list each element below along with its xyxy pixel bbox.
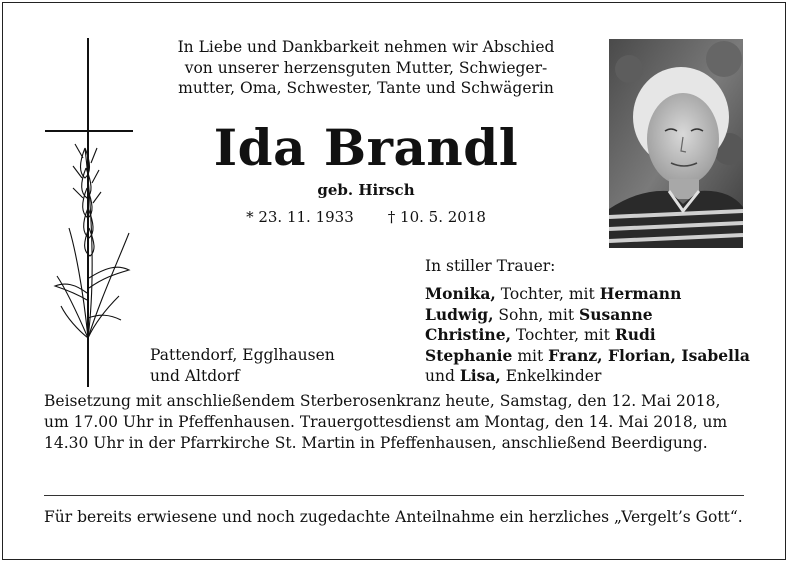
- birth-date: * 23. 11. 1933: [246, 208, 354, 226]
- funeral-line: Beisetzung mit anschließendem Sterberosenkranz heute, Samstag, den 12. Mai 2018,: [44, 392, 721, 410]
- mourner-line: [425, 325, 750, 346]
- mourner-name: Christine,: [425, 325, 511, 344]
- funeral-line: um 17.00 Uhr in Pfeffenhausen. Trauergottesdienst am Montag, den 14. Mai 2018, um: [44, 413, 728, 431]
- cross-with-wheat-icon: [45, 38, 140, 388]
- mourner-relation: Tochter, mit: [510, 326, 615, 344]
- mourner-name: Susanne: [579, 304, 653, 324]
- portrait-photo: [609, 39, 743, 248]
- mourner-line: [425, 305, 750, 326]
- maiden-name: geb. Hirsch: [317, 181, 415, 199]
- place-line: Pattendorf, Egglhausen: [150, 346, 335, 364]
- place-line: und Altdorf: [150, 366, 240, 385]
- mourner-name: Ludwig,: [425, 304, 494, 324]
- intro-line: mutter, Oma, Schwester, Tante und Schwägerin: [178, 79, 554, 97]
- deceased-name: Ida Brandl: [213, 118, 519, 177]
- mourner-relation: Tochter, mit: [495, 285, 600, 303]
- mourner-name: Rudi: [614, 325, 656, 344]
- mourner-line: [425, 284, 750, 305]
- mourner-name: Hermann: [599, 284, 682, 303]
- mourner-relation: mit: [512, 346, 549, 365]
- mourner-line: [425, 346, 750, 367]
- thanks-text: Für bereits erwiesene und noch zugedachte Anteilnahme ein herzliches „Vergelt’s Gott“.: [44, 508, 743, 526]
- place-names: [150, 345, 335, 386]
- intro-text: [150, 37, 582, 99]
- intro-line: von unserer herzensguten Mutter, Schwieger-: [184, 58, 548, 77]
- mourner-relation: Enkelkinder: [500, 367, 602, 385]
- mourners-heading: In stiller Trauer:: [425, 257, 556, 275]
- divider: [44, 495, 744, 496]
- mourner-name: Lisa,: [459, 366, 501, 385]
- funeral-details: [44, 391, 748, 454]
- mourner-name: Monika,: [425, 284, 496, 303]
- mourner-name: Franz, Florian, Isabella: [548, 345, 750, 365]
- mourner-line: [425, 366, 750, 387]
- intro-line: In Liebe und Dankbarkeit nehmen wir Abschied: [177, 38, 555, 56]
- mourner-relation: und: [425, 367, 460, 385]
- mourner-relation: Sohn, mit: [493, 305, 579, 324]
- funeral-line: 14.30 Uhr in der Pfarrkirche St. Martin in Pfeffenhausen, anschließend Beerdigung.: [44, 434, 708, 452]
- death-date: † 10. 5. 2018: [387, 208, 486, 226]
- mourner-name: Stephanie: [425, 345, 513, 365]
- mourners-list: [425, 284, 750, 387]
- life-dates: [150, 208, 582, 226]
